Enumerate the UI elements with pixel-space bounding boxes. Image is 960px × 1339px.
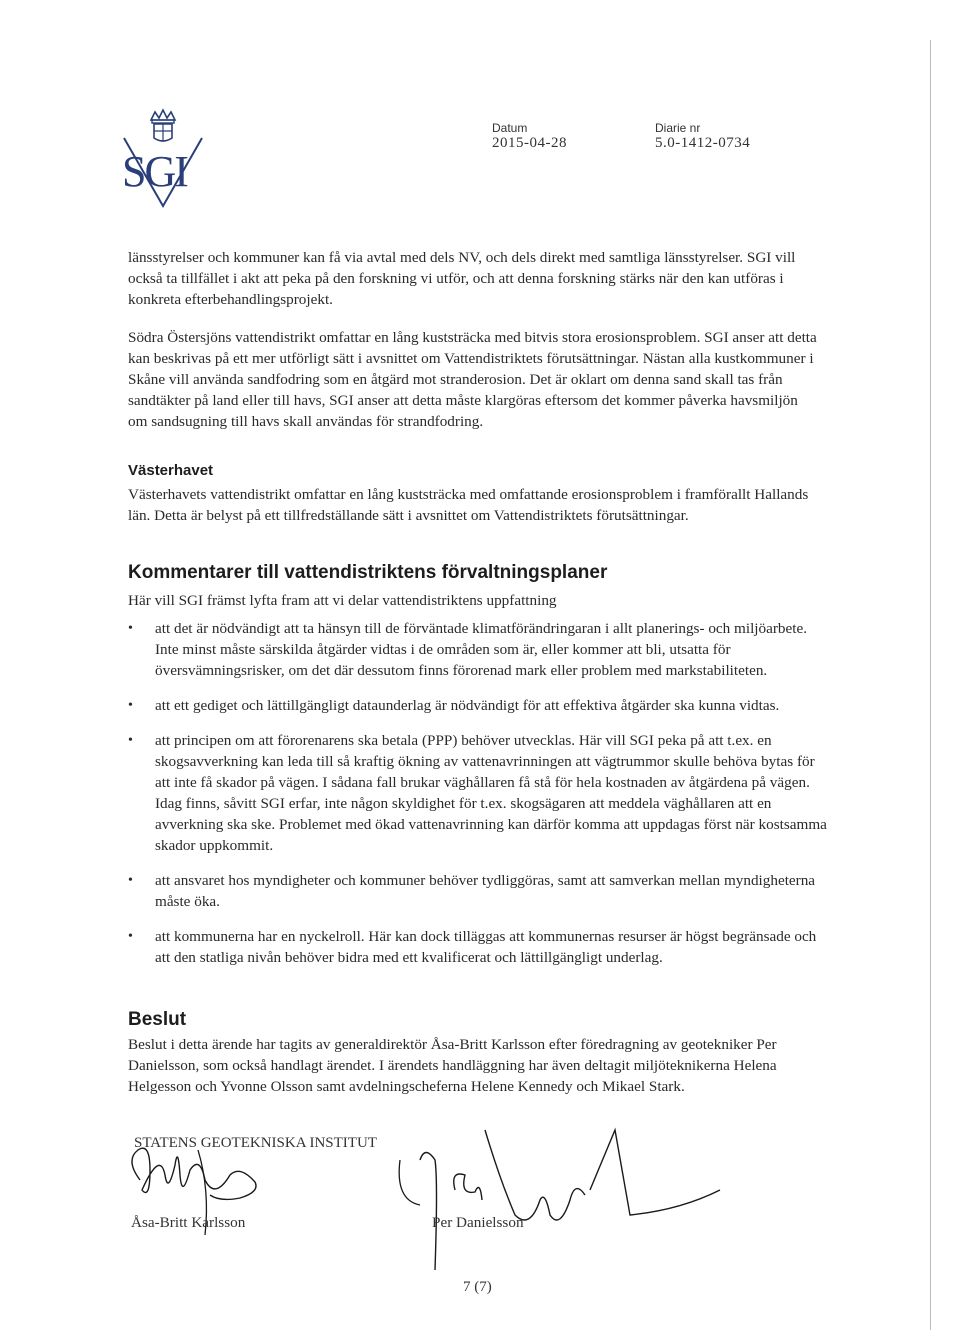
list-item: • att ett gediget och lättillgängligt dataunderlag är nödvändigt för att effektiva åtgärder ska kunna vidtas. [128, 695, 828, 716]
margin-line [930, 40, 931, 1330]
diary-label: Diarie nr [655, 121, 701, 135]
list-item: • att ansvaret hos myndigheter och kommuner behöver tydliggöras, samt att samverkan mellan myndigheterna måste öka. [128, 870, 828, 912]
signer-2-name: Per Danielsson [432, 1214, 524, 1231]
paragraph-vasterhavet: Västerhavets vattendistrikt omfattar en lång kuststräcka med omfattande erosionsproblem i framförallt Hallands län. Detta är belyst på ett tillfredställande sätt i avsnittet om Vattendistriktets förutsättningar. [128, 486, 809, 524]
list-item: • att det är nödvändigt att ta hänsyn till de förväntade klimatförändringaran i allt planerings- och miljöarbete. Inte minst måste särskilda åtgärder vidtas i de områden som är, eller kommer att bli, utsatta för översvämningsrisker, om det där dessutom finns förorenad mark eller problem med markstabiliteten. [128, 618, 828, 681]
sgi-logo [118, 108, 208, 208]
kommentarer-intro: Här vill SGI främst lyfta fram att vi delar vattendistriktens uppfattning [128, 592, 557, 609]
logo-text: SGI [122, 147, 187, 196]
paragraph-2: Södra Östersjöns vattendistrikt omfattar en lång kuststräcka med bitvis stora erosionsproblem. SGI anser att detta kan beskrivas på ett mer utförligt sätt i avsnittet om Vattendistriktets förutsättningar. Nästan alla kustkommuner i Skåne vill använda sandfodring som en åtgärd mot stranderosion. Det är oklart om denna sand skall tas från sandtäkter på land eller till havs, SGI anser att detta måste klargöras eftersom det kommer påverka havsmiljön om sandsugning till havs skall användas för strandfodring. [128, 329, 817, 430]
section-heading-vasterhavet: Västerhavet [128, 462, 214, 479]
diary-value: 5.0-1412-0734 [655, 135, 751, 151]
list-item: • att kommunerna har en nyckelroll. Här kan dock tilläggas att kommunernas resurser är högst begränsade och att den statliga nivån behöver bidra med ett kvalificerat och lättillgängligt underlag. [128, 926, 828, 968]
paragraph-1: länsstyrelser och kommuner kan få via avtal med dels NV, och dels direkt med samtliga länsstyrelser. SGI vill också ta tillfället i akt att peka på den forskning vi utför, och att denna forskning stärks när den kan utföras i konkreta efterbehandlingsprojekt. [128, 249, 796, 308]
signer-1-name: Åsa-Britt Karlsson [131, 1214, 246, 1231]
page-number: 7 (7) [463, 1279, 492, 1295]
list-item: • att principen om att förorenarens ska betala (PPP) behöver utvecklas. Här vill SGI peka på att t.ex. en skogsavverkning kan leda till så kraftig ökning av vattenavrinningen att vägtrummor skulle behöva bytas för att inte få skador på vägen. I sådana fall brukar väghållaren få stå för hela kostnaden av åtgärdena på vägen. Idag finns, såvitt SGI erfar, inte någon skyldighet för t.ex. skogsägaren att meddela väghållaren att en avverkning ska ske. Problemet med ökad vattenavrinning kan därför komma att uppdagas först när kostsamma skador uppkommit. [128, 730, 828, 856]
handwritten-signatures [120, 1120, 820, 1270]
kommentarer-list [128, 618, 828, 982]
section-heading-kommentarer: Kommentarer till vattendistriktens förvaltningsplaner [128, 562, 608, 583]
paragraph-beslut: Beslut i detta ärende har tagits av generaldirektör Åsa-Britt Karlsson efter föredragning av geotekniker Per Danielsson, som också handlagt ärendet. I ärendets handläggning har även deltagit miljöteknikerna Helena Helgesson och Yvonne Olsson samt avdelningscheferna Helene Kennedy och Mikael Stark. [128, 1036, 777, 1095]
date-value: 2015-04-28 [492, 135, 567, 151]
section-heading-beslut: Beslut [128, 1009, 187, 1030]
institute-name: STATENS GEOTEKNISKA INSTITUT [134, 1135, 377, 1151]
date-label: Datum [492, 121, 528, 135]
